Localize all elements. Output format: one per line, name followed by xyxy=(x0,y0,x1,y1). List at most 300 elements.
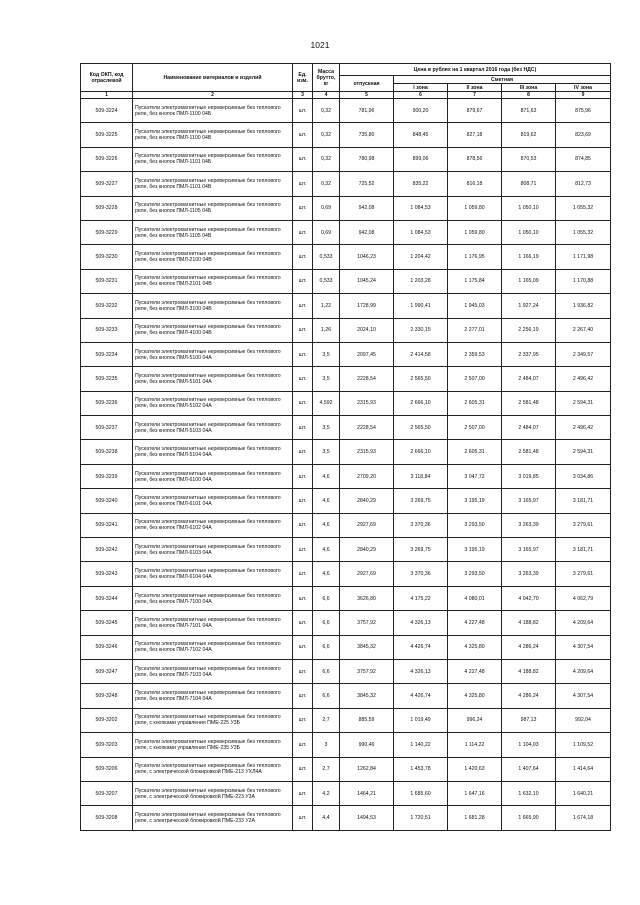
table-row xyxy=(81,196,611,220)
cell-zone2-price: 1 114,22 xyxy=(448,733,502,757)
cell-release-price: 780,98 xyxy=(340,147,394,171)
cell-zone1-price: 4 326,13 xyxy=(394,659,448,683)
cell-unit: шт. xyxy=(293,733,313,757)
cell-code: 509-3231 xyxy=(81,269,133,293)
cell-name: Пускатели электромагнитные нереверсивные без теплового реле, без кнопок ПМЛ-2100 04В xyxy=(133,245,293,269)
header-unit: Ед. изм. xyxy=(293,64,313,92)
header-zone3: III зона xyxy=(502,84,556,92)
cell-zone1-price: 2 666,10 xyxy=(394,391,448,415)
table-row xyxy=(81,269,611,293)
cell-release-price: 2228,54 xyxy=(340,416,394,440)
cell-mass: 6,6 xyxy=(313,684,340,708)
cell-name: Пускатели электромагнитные нереверсивные без теплового реле, без кнопок ПМЛ-1105 04Б xyxy=(133,196,293,220)
cell-zone3-price: 2 581,48 xyxy=(502,391,556,415)
cell-unit: шт. xyxy=(293,391,313,415)
cell-mass: 0,69 xyxy=(313,220,340,244)
table-row xyxy=(81,684,611,708)
cell-zone1-price: 1 990,41 xyxy=(394,294,448,318)
cell-name: Пускатели электромагнитные нереверсивные без теплового реле, без кнопок ПМЛ-7100 04А xyxy=(133,586,293,610)
cell-zone2-price: 1 059,80 xyxy=(448,196,502,220)
cell-name: Пускатели электромагнитные нереверсивные без теплового реле, без кнопок ПМЛ-5101 04А xyxy=(133,367,293,391)
cell-zone2-price: 4 227,48 xyxy=(448,611,502,635)
cell-zone1-price: 899,06 xyxy=(394,147,448,171)
cell-zone3-price: 3 019,85 xyxy=(502,464,556,488)
cell-zone4-price: 3 181,71 xyxy=(556,489,611,513)
cell-unit: шт. xyxy=(293,245,313,269)
cell-name: Пускатели электромагнитные нереверсивные без теплового реле, с кнопками управления ПМЕ-225 У3Б xyxy=(133,708,293,732)
table-row xyxy=(81,342,611,366)
cell-name: Пускатели электромагнитные нереверсивные без теплового реле, без кнопок ПМЛ-4100 04В xyxy=(133,318,293,342)
cell-zone2-price: 816,18 xyxy=(448,172,502,196)
table-row xyxy=(81,611,611,635)
cell-release-price: 3626,80 xyxy=(340,586,394,610)
cell-release-price: 990,46 xyxy=(340,733,394,757)
cell-code: 509-3224 xyxy=(81,99,133,123)
cell-release-price: 942,08 xyxy=(340,220,394,244)
cell-zone2-price: 3 293,50 xyxy=(448,562,502,586)
table-row xyxy=(81,757,611,781)
cell-code: 509-3233 xyxy=(81,318,133,342)
cell-unit: шт. xyxy=(293,367,313,391)
cell-zone4-price: 874,85 xyxy=(556,147,611,171)
cell-mass: 6,6 xyxy=(313,635,340,659)
cell-zone4-price: 1 640,21 xyxy=(556,781,611,805)
cell-zone3-price: 1 165,09 xyxy=(502,269,556,293)
cell-zone3-price: 871,63 xyxy=(502,99,556,123)
cell-zone3-price: 3 263,39 xyxy=(502,562,556,586)
cell-mass: 0,32 xyxy=(313,99,340,123)
cell-zone3-price: 1 407,64 xyxy=(502,757,556,781)
cell-zone2-price: 3 195,19 xyxy=(448,489,502,513)
cell-zone3-price: 819,62 xyxy=(502,123,556,147)
cell-name: Пускатели электромагнитные нереверсивные без теплового реле, без кнопок ПМЛ-1105 04В xyxy=(133,220,293,244)
cell-code: 509-3246 xyxy=(81,635,133,659)
column-number: 3 xyxy=(293,92,313,99)
cell-code: 509-3228 xyxy=(81,196,133,220)
cell-zone4-price: 3 181,71 xyxy=(556,538,611,562)
cell-zone1-price: 2 666,10 xyxy=(394,440,448,464)
cell-zone2-price: 4 227,48 xyxy=(448,659,502,683)
cell-mass: 0,533 xyxy=(313,245,340,269)
cell-name: Пускатели электромагнитные нереверсивные без теплового реле, без кнопок ПМЛ-6103 04А xyxy=(133,538,293,562)
cell-zone2-price: 1 681,28 xyxy=(448,806,502,830)
cell-zone1-price: 1 204,42 xyxy=(394,245,448,269)
cell-mass: 1,22 xyxy=(313,294,340,318)
cell-release-price: 3757,92 xyxy=(340,611,394,635)
cell-zone2-price: 2 507,00 xyxy=(448,367,502,391)
cell-zone3-price: 1 166,19 xyxy=(502,245,556,269)
cell-release-price: 2927,69 xyxy=(340,513,394,537)
cell-mass: 6,6 xyxy=(313,659,340,683)
table-row xyxy=(81,147,611,171)
cell-zone3-price: 1 050,10 xyxy=(502,220,556,244)
cell-zone4-price: 1 936,82 xyxy=(556,294,611,318)
cell-code: 509-3202 xyxy=(81,708,133,732)
cell-code: 509-3239 xyxy=(81,464,133,488)
cell-zone3-price: 1 104,03 xyxy=(502,733,556,757)
cell-release-price: 725,52 xyxy=(340,172,394,196)
cell-zone2-price: 827,18 xyxy=(448,123,502,147)
cell-zone2-price: 2 605,31 xyxy=(448,391,502,415)
table-row xyxy=(81,562,611,586)
cell-zone2-price: 1 647,16 xyxy=(448,781,502,805)
header-zone1: I зона xyxy=(394,84,448,92)
table-row xyxy=(81,538,611,562)
cell-name: Пускатели электромагнитные нереверсивные без теплового реле, без кнопок ПМЛ-1101 04Б xyxy=(133,147,293,171)
cell-unit: шт. xyxy=(293,586,313,610)
cell-unit: шт. xyxy=(293,440,313,464)
cell-unit: шт. xyxy=(293,781,313,805)
cell-zone1-price: 835,22 xyxy=(394,172,448,196)
cell-mass: 4,4 xyxy=(313,806,340,830)
table-row xyxy=(81,781,611,805)
cell-mass: 4,6 xyxy=(313,464,340,488)
table-row xyxy=(81,659,611,683)
cell-zone4-price: 1 055,32 xyxy=(556,220,611,244)
cell-unit: шт. xyxy=(293,318,313,342)
table-row xyxy=(81,416,611,440)
cell-name: Пускатели электромагнитные нереверсивные без теплового реле, без кнопок ПМЛ-6104 04А xyxy=(133,562,293,586)
cell-zone1-price: 2 330,15 xyxy=(394,318,448,342)
price-table xyxy=(80,63,611,831)
cell-zone4-price: 2 496,42 xyxy=(556,367,611,391)
cell-code: 509-3230 xyxy=(81,245,133,269)
table-row xyxy=(81,220,611,244)
cell-release-price: 1494,53 xyxy=(340,806,394,830)
header-code: Код ОКП, код отраслевой xyxy=(81,64,133,92)
cell-zone4-price: 1 055,32 xyxy=(556,196,611,220)
cell-release-price: 1464,21 xyxy=(340,781,394,805)
table-row xyxy=(81,391,611,415)
cell-zone2-price: 996,24 xyxy=(448,708,502,732)
cell-zone4-price: 3 279,61 xyxy=(556,562,611,586)
cell-zone4-price: 3 034,86 xyxy=(556,464,611,488)
cell-zone4-price: 1 170,88 xyxy=(556,269,611,293)
cell-zone4-price: 2 594,31 xyxy=(556,440,611,464)
cell-unit: шт. xyxy=(293,416,313,440)
header-name: Наименование материалов и изделий xyxy=(133,64,293,92)
cell-zone1-price: 848,45 xyxy=(394,123,448,147)
cell-zone2-price: 1 420,63 xyxy=(448,757,502,781)
cell-code: 509-3207 xyxy=(81,781,133,805)
cell-zone3-price: 3 165,97 xyxy=(502,538,556,562)
cell-unit: шт. xyxy=(293,708,313,732)
cell-code: 509-3244 xyxy=(81,586,133,610)
cell-zone1-price: 2 414,58 xyxy=(394,342,448,366)
cell-code: 509-3203 xyxy=(81,733,133,757)
cell-mass: 6,6 xyxy=(313,611,340,635)
cell-unit: шт. xyxy=(293,635,313,659)
header-mass: Масса брутто, кг xyxy=(313,64,340,92)
cell-zone4-price: 1 414,64 xyxy=(556,757,611,781)
cell-unit: шт. xyxy=(293,269,313,293)
cell-zone1-price: 3 370,36 xyxy=(394,513,448,537)
cell-release-price: 3845,32 xyxy=(340,635,394,659)
cell-zone4-price: 3 279,61 xyxy=(556,513,611,537)
cell-mass: 4,6 xyxy=(313,513,340,537)
cell-unit: шт. xyxy=(293,172,313,196)
cell-release-price: 1045,24 xyxy=(340,269,394,293)
cell-code: 509-3234 xyxy=(81,342,133,366)
cell-code: 509-3226 xyxy=(81,147,133,171)
cell-mass: 3,5 xyxy=(313,416,340,440)
cell-unit: шт. xyxy=(293,538,313,562)
column-number: 5 xyxy=(340,92,394,99)
cell-zone2-price: 1 175,84 xyxy=(448,269,502,293)
cell-release-price: 735,80 xyxy=(340,123,394,147)
cell-mass: 4,6 xyxy=(313,562,340,586)
cell-unit: шт. xyxy=(293,294,313,318)
cell-code: 509-3245 xyxy=(81,611,133,635)
cell-release-price: 2228,54 xyxy=(340,367,394,391)
cell-release-price: 2097,45 xyxy=(340,342,394,366)
cell-unit: шт. xyxy=(293,342,313,366)
cell-zone4-price: 4 209,64 xyxy=(556,659,611,683)
cell-zone3-price: 2 581,48 xyxy=(502,440,556,464)
column-number: 2 xyxy=(133,92,293,99)
table-row xyxy=(81,99,611,123)
cell-zone3-price: 4 188,82 xyxy=(502,611,556,635)
cell-release-price: 2709,20 xyxy=(340,464,394,488)
cell-mass: 3,5 xyxy=(313,367,340,391)
cell-zone2-price: 2 277,01 xyxy=(448,318,502,342)
cell-zone2-price: 3 195,19 xyxy=(448,538,502,562)
cell-name: Пускатели электромагнитные нереверсивные без теплового реле, без кнопок ПМЛ-3100 04В xyxy=(133,294,293,318)
cell-unit: шт. xyxy=(293,757,313,781)
cell-mass: 0,32 xyxy=(313,123,340,147)
cell-code: 509-3236 xyxy=(81,391,133,415)
cell-zone4-price: 4 307,54 xyxy=(556,684,611,708)
cell-zone1-price: 1 084,53 xyxy=(394,196,448,220)
cell-name: Пускатели электромагнитные нереверсивные без теплового реле, без кнопок ПМЛ-7101 04А xyxy=(133,611,293,635)
cell-zone4-price: 1 674,18 xyxy=(556,806,611,830)
cell-name: Пускатели электромагнитные нереверсивные без теплового реле, без кнопок ПМЛ-1101 04В xyxy=(133,172,293,196)
cell-unit: шт. xyxy=(293,220,313,244)
header-zone4: IV зона xyxy=(556,84,611,92)
cell-zone3-price: 2 337,95 xyxy=(502,342,556,366)
cell-zone2-price: 3 047,72 xyxy=(448,464,502,488)
cell-mass: 0,32 xyxy=(313,147,340,171)
cell-mass: 3,5 xyxy=(313,342,340,366)
header-release: отпускная xyxy=(340,76,394,92)
cell-zone1-price: 3 370,36 xyxy=(394,562,448,586)
table-row xyxy=(81,367,611,391)
cell-code: 509-3241 xyxy=(81,513,133,537)
cell-mass: 1,26 xyxy=(313,318,340,342)
cell-code: 509-3208 xyxy=(81,806,133,830)
cell-zone1-price: 1 019,49 xyxy=(394,708,448,732)
cell-name: Пускатели электромагнитные нереверсивные без теплового реле, с кнопками управления ПМЕ-235 У3Б xyxy=(133,733,293,757)
cell-mass: 2,7 xyxy=(313,708,340,732)
cell-release-price: 885,59 xyxy=(340,708,394,732)
cell-zone2-price: 1 945,03 xyxy=(448,294,502,318)
cell-mass: 4,6 xyxy=(313,489,340,513)
cell-zone1-price: 4 426,74 xyxy=(394,684,448,708)
cell-zone1-price: 1 685,60 xyxy=(394,781,448,805)
cell-code: 509-3227 xyxy=(81,172,133,196)
cell-zone2-price: 3 293,50 xyxy=(448,513,502,537)
cell-zone1-price: 4 175,22 xyxy=(394,586,448,610)
cell-zone2-price: 2 605,31 xyxy=(448,440,502,464)
cell-zone4-price: 4 062,79 xyxy=(556,586,611,610)
cell-zone4-price: 2 349,57 xyxy=(556,342,611,366)
cell-zone1-price: 3 118,84 xyxy=(394,464,448,488)
cell-zone3-price: 4 042,70 xyxy=(502,586,556,610)
cell-zone1-price: 4 326,13 xyxy=(394,611,448,635)
header-zone2: II зона xyxy=(448,84,502,92)
header-price-group: Цена в рублях на 1 квартал 2016 года (без НДС) xyxy=(340,64,611,76)
cell-zone4-price: 823,69 xyxy=(556,123,611,147)
cell-name: Пускатели электромагнитные нереверсивные без теплового реле, без кнопок ПМЛ-6102 04А xyxy=(133,513,293,537)
cell-release-price: 3757,92 xyxy=(340,659,394,683)
cell-zone4-price: 2 496,42 xyxy=(556,416,611,440)
table-row xyxy=(81,635,611,659)
cell-zone3-price: 1 632,10 xyxy=(502,781,556,805)
cell-zone3-price: 3 263,39 xyxy=(502,513,556,537)
cell-release-price: 1728,99 xyxy=(340,294,394,318)
cell-mass: 4,2 xyxy=(313,781,340,805)
cell-zone2-price: 2 359,53 xyxy=(448,342,502,366)
cell-zone1-price: 3 269,75 xyxy=(394,489,448,513)
cell-unit: шт. xyxy=(293,659,313,683)
cell-zone2-price: 4 325,80 xyxy=(448,684,502,708)
cell-mass: 3,5 xyxy=(313,440,340,464)
cell-unit: шт. xyxy=(293,806,313,830)
column-number: 7 xyxy=(448,92,502,99)
cell-unit: шт. xyxy=(293,489,313,513)
cell-zone3-price: 808,71 xyxy=(502,172,556,196)
cell-name: Пускатели электромагнитные нереверсивные без теплового реле, без кнопок ПМЛ-1100 04В xyxy=(133,123,293,147)
cell-zone1-price: 1 140,22 xyxy=(394,733,448,757)
table-row xyxy=(81,318,611,342)
column-number: 1 xyxy=(81,92,133,99)
cell-release-price: 2315,93 xyxy=(340,440,394,464)
column-number: 9 xyxy=(556,92,611,99)
cell-unit: шт. xyxy=(293,464,313,488)
cell-zone3-price: 2 256,19 xyxy=(502,318,556,342)
table-row xyxy=(81,464,611,488)
cell-code: 509-3243 xyxy=(81,562,133,586)
cell-mass: 6,6 xyxy=(313,586,340,610)
cell-name: Пускатели электромагнитные нереверсивные без теплового реле, без кнопок ПМЛ-2101 04В xyxy=(133,269,293,293)
cell-name: Пускатели электромагнитные нереверсивные без теплового реле, без кнопок ПМЛ-6100 04А xyxy=(133,464,293,488)
cell-code: 509-3240 xyxy=(81,489,133,513)
cell-zone1-price: 3 269,75 xyxy=(394,538,448,562)
cell-zone1-price: 1 453,78 xyxy=(394,757,448,781)
cell-unit: шт. xyxy=(293,562,313,586)
cell-name: Пускатели электромагнитные нереверсивные без теплового реле, с электрической блокировкой ПМЕ-223 У3А xyxy=(133,781,293,805)
cell-name: Пускатели электромагнитные нереверсивные без теплового реле, без кнопок ПМЛ-5104 04А xyxy=(133,440,293,464)
cell-release-price: 2840,29 xyxy=(340,489,394,513)
cell-zone3-price: 3 165,97 xyxy=(502,489,556,513)
cell-zone1-price: 1 720,51 xyxy=(394,806,448,830)
cell-zone4-price: 875,96 xyxy=(556,99,611,123)
cell-zone3-price: 2 484,07 xyxy=(502,367,556,391)
cell-zone3-price: 4 286,24 xyxy=(502,684,556,708)
cell-zone1-price: 4 426,74 xyxy=(394,635,448,659)
cell-release-price: 1262,84 xyxy=(340,757,394,781)
cell-zone3-price: 4 286,24 xyxy=(502,635,556,659)
cell-release-price: 781,96 xyxy=(340,99,394,123)
cell-zone1-price: 900,20 xyxy=(394,99,448,123)
column-number: 4 xyxy=(313,92,340,99)
cell-unit: шт. xyxy=(293,684,313,708)
cell-zone1-price: 2 565,50 xyxy=(394,367,448,391)
cell-zone4-price: 1 171,98 xyxy=(556,245,611,269)
cell-zone1-price: 1 084,53 xyxy=(394,220,448,244)
cell-unit: шт. xyxy=(293,611,313,635)
table-row xyxy=(81,733,611,757)
cell-name: Пускатели электромагнитные нереверсивные без теплового реле, с электрической блокировкой ПМЕ-213 УХЛ4А xyxy=(133,757,293,781)
table-row xyxy=(81,513,611,537)
cell-release-price: 942,08 xyxy=(340,196,394,220)
cell-zone3-price: 2 484,07 xyxy=(502,416,556,440)
cell-code: 509-3225 xyxy=(81,123,133,147)
cell-code: 509-3235 xyxy=(81,367,133,391)
column-number: 8 xyxy=(502,92,556,99)
cell-unit: шт. xyxy=(293,147,313,171)
cell-mass: 2,7 xyxy=(313,757,340,781)
cell-name: Пускатели электромагнитные нереверсивные без теплового реле, без кнопок ПМЛ-6101 04А xyxy=(133,489,293,513)
cell-zone2-price: 1 176,95 xyxy=(448,245,502,269)
cell-code: 509-3229 xyxy=(81,220,133,244)
cell-zone4-price: 812,73 xyxy=(556,172,611,196)
cell-unit: шт. xyxy=(293,196,313,220)
cell-zone4-price: 992,04 xyxy=(556,708,611,732)
cell-code: 509-3206 xyxy=(81,757,133,781)
cell-mass: 0,69 xyxy=(313,196,340,220)
cell-release-price: 2315,93 xyxy=(340,391,394,415)
table-row xyxy=(81,245,611,269)
cell-mass: 4,6 xyxy=(313,538,340,562)
cell-name: Пускатели электромагнитные нереверсивные без теплового реле, без кнопок ПМЛ-5102 04А xyxy=(133,391,293,415)
column-number: 6 xyxy=(394,92,448,99)
cell-zone2-price: 878,56 xyxy=(448,147,502,171)
cell-name: Пускатели электромагнитные нереверсивные без теплового реле, без кнопок ПМЛ-5100 04А xyxy=(133,342,293,366)
cell-release-price: 2840,29 xyxy=(340,538,394,562)
cell-zone4-price: 4 209,64 xyxy=(556,611,611,635)
cell-release-price: 2927,69 xyxy=(340,562,394,586)
cell-code: 509-3242 xyxy=(81,538,133,562)
page-number: 1021 xyxy=(310,40,330,50)
cell-zone4-price: 2 267,40 xyxy=(556,318,611,342)
cell-name: Пускатели электромагнитные нереверсивные без теплового реле, без кнопок ПМЛ-7104 04А xyxy=(133,684,293,708)
cell-zone2-price: 2 507,00 xyxy=(448,416,502,440)
cell-zone2-price: 879,67 xyxy=(448,99,502,123)
table-row xyxy=(81,489,611,513)
cell-zone4-price: 4 307,54 xyxy=(556,635,611,659)
cell-name: Пускатели электромагнитные нереверсивные без теплового реле, с электрической блокировкой ПМЕ-233 У2А xyxy=(133,806,293,830)
cell-zone3-price: 4 188,82 xyxy=(502,659,556,683)
cell-zone3-price: 1 927,24 xyxy=(502,294,556,318)
cell-zone1-price: 1 203,28 xyxy=(394,269,448,293)
cell-release-price: 3845,32 xyxy=(340,684,394,708)
cell-release-price: 1046,23 xyxy=(340,245,394,269)
cell-name: Пускатели электромагнитные нереверсивные без теплового реле, без кнопок ПМЛ-7103 04А xyxy=(133,659,293,683)
cell-mass: 0,533 xyxy=(313,269,340,293)
cell-zone2-price: 4 080,01 xyxy=(448,586,502,610)
cell-release-price: 2024,10 xyxy=(340,318,394,342)
cell-name: Пускатели электромагнитные нереверсивные без теплового реле, без кнопок ПМЛ-1100 04Б xyxy=(133,99,293,123)
cell-name: Пускатели электромагнитные нереверсивные без теплового реле, без кнопок ПМЛ-5103 04А xyxy=(133,416,293,440)
table-row xyxy=(81,708,611,732)
table-body xyxy=(81,99,611,831)
table-row xyxy=(81,806,611,830)
cell-zone2-price: 1 059,80 xyxy=(448,220,502,244)
cell-mass: 3 xyxy=(313,733,340,757)
cell-zone3-price: 870,53 xyxy=(502,147,556,171)
cell-code: 509-3238 xyxy=(81,440,133,464)
